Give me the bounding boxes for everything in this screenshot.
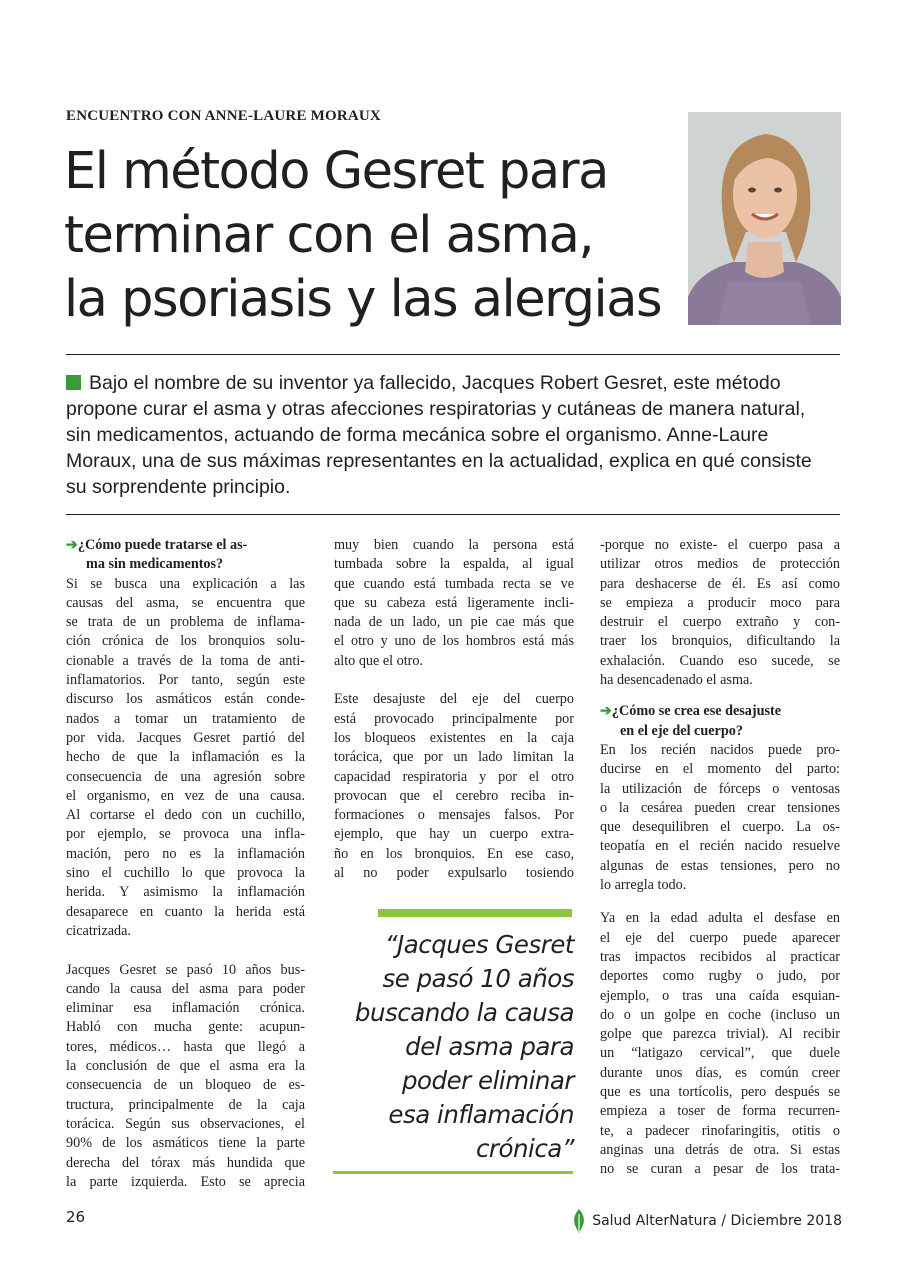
text-line: desaparece en cuanto la herida está [66, 903, 305, 920]
title-line: la psoriasis y las alergias [64, 270, 662, 329]
text-line: Si se busca una explicación a las [66, 575, 305, 592]
text-line: los bloqueos existentes en la caja [334, 729, 574, 746]
divider [66, 514, 840, 515]
kicker: ENCUENTRO CON ANNE-LAURE MORAUX [66, 108, 381, 124]
text-line: no se curan a pesar de los trata- [600, 1161, 840, 1178]
text-line: destruir el cuerpo extraño y con- [600, 614, 840, 631]
text-line: se trata de un problema de inflama- [66, 614, 305, 631]
title-line: El método Gesret para [64, 142, 608, 201]
text-line: para deshacerse de él. Es así como [600, 575, 840, 592]
text-line: Al cortarse el dedo con un cuchillo, [66, 807, 305, 824]
section-heading-line: en el eje del cuerpo? [620, 722, 743, 739]
bullet-square-icon [66, 375, 81, 390]
lead-line: su sorprendente principio. [66, 476, 291, 498]
text-line: la utilización de fórceps o ventosas [600, 780, 840, 797]
column-2 [334, 536, 574, 883]
text-line: hecho de que la inflamación es la [66, 749, 305, 766]
text-line: golpe que parezca trivial). Al recibir [600, 1026, 840, 1043]
text-line: provocan que el cerebro reciba in- [334, 787, 574, 804]
text-line: capacidad respiratoria y por el otro [334, 768, 574, 785]
text-line: lo arregla todo. [600, 877, 687, 894]
text-line: el organismo, en vez de una causa. [66, 787, 305, 804]
text-line: tructura, principalmente de la caja [66, 1096, 305, 1113]
text-line: ejemplo, o tras una caída esquian- [600, 987, 840, 1004]
text-line: que desequilibren el cuerpo. La os- [600, 819, 840, 836]
text-line: tras impactos recibidos al practicar [600, 948, 840, 965]
page-number: 26 [66, 1208, 86, 1226]
text-line: cando la causa del asma para poder [66, 980, 305, 997]
text-line: ción crónica de los bronquios solu- [66, 633, 305, 650]
text-line: Este desajuste del eje del cuerpo [334, 691, 574, 708]
text-line: eliminar esa inflamación crónica. [66, 1000, 305, 1017]
section-heading-line: ma sin medicamentos? [86, 556, 224, 573]
text-line: muy bien cuando la persona está [334, 537, 574, 553]
text-line: tumbada sobre la espalda, al igual [334, 556, 574, 573]
text-line: algunas de estas tensiones, pero no [600, 857, 840, 874]
leaf-logo-icon [572, 1208, 586, 1234]
text-line: mación, pero no es la inflamación [66, 845, 305, 862]
quote-line: buscando la causa [354, 998, 574, 1027]
quote-line: poder eliminar [401, 1066, 574, 1095]
divider [66, 354, 840, 355]
text-line: empieza a toser de forma recurren- [600, 1103, 840, 1120]
text-line: tores, médicos… hasta que llegó a [66, 1038, 305, 1055]
text-line: anginas una detrás de otra. Si estas [600, 1141, 840, 1158]
quote-top-bar [378, 909, 572, 917]
text-line: consecuencia de una agresión sobre [66, 768, 305, 785]
text-line: Ya en la edad adulta el desfase en [600, 910, 840, 927]
text-line: -porque no existe- el cuerpo pasa a [600, 537, 840, 553]
author-photo [688, 112, 841, 325]
text-line: que cuando está tumbada recta se ve [334, 575, 574, 592]
text-line: traer los bronquios, dificultando la [600, 633, 840, 650]
text-line: ha desencadenado el asma. [600, 672, 753, 689]
text-line: 90% de los asmáticos tiene la parte [66, 1135, 305, 1152]
title-line: terminar con el asma, [64, 206, 594, 265]
column-1 [66, 536, 305, 1192]
text-line: discurso los asmáticos están conde- [66, 691, 305, 708]
text-line: se empieza a producir moco para [600, 594, 840, 611]
text-line: ejemplo, que hay un cuerpo extra- [334, 826, 574, 843]
section-heading: ➔¿Cómo se crea ese desajuste [600, 703, 782, 720]
section-heading: ➔¿Cómo puede tratarse el as- [66, 537, 248, 553]
text-line: alto que el otro. [334, 652, 424, 669]
lead-line: Bajo el nombre de su inventor ya fallecido, Jacques Robert Gesret, este método [89, 372, 781, 394]
text-line: ño en los bronquios. En ese caso, [334, 845, 574, 862]
text-line: torácica, que por un lado limitan la [334, 749, 574, 766]
text-line: Jacques Gesret se pasó 10 años bus- [66, 961, 305, 978]
text-line: que es una tortícolis, pero después se [600, 1084, 840, 1101]
magazine-footer [572, 1208, 842, 1234]
quote-line: “Jacques Gesret [384, 930, 574, 959]
text-line: herida. Y asimismo la inflamación [66, 884, 305, 901]
text-line: que su cabeza está ligeramente incli- [334, 594, 574, 611]
lead-line: propone curar el asma y otras afecciones respiratorias y cutáneas de manera natural, [66, 398, 806, 420]
quote-line: esa inflamación [388, 1100, 574, 1129]
lead-paragraph [66, 370, 846, 500]
text-line: nada de un lado, un pie cae más que [334, 614, 574, 631]
quote-line: del asma para [405, 1032, 574, 1061]
text-line: cicatrizada. [66, 922, 131, 939]
text-line: por vida. Jacques Gesret partió del [66, 729, 305, 746]
quote-bottom-bar [333, 1171, 573, 1174]
text-line: consecuencia de un bloqueo de es- [66, 1077, 305, 1094]
text-line: formaciones o mensajes falsos. Por [334, 807, 574, 824]
text-line: o la cesárea pueden crear tensiones [600, 799, 840, 816]
text-line: te, a padecer rinofaringitis, otitis o [600, 1122, 840, 1139]
text-line: exhalación. Cuando eso sucede, se [600, 652, 840, 669]
text-line: deportes como rugby o judo, por [600, 968, 840, 985]
text-line: ducirse en el momento del parto: [600, 761, 840, 778]
text-line: En los recién nacidos puede pro- [600, 741, 840, 758]
text-line: Habló con mucha gente: acupun- [66, 1019, 305, 1036]
text-line: utilizar otros medios de protección [600, 556, 840, 573]
text-line: causas del asma, se encuentra que [66, 594, 305, 611]
text-line: un “latigazo cervical”, que duele [600, 1045, 840, 1062]
text-line: derecha del tórax más hundida que [66, 1154, 305, 1171]
arrow-right-icon: ➔ [66, 537, 78, 553]
lead-line: Moraux, una de sus máximas representantes en la actualidad, explica en qué consiste [66, 450, 812, 472]
text-line: la parte izquierda. Esto se aprecia [66, 1173, 305, 1190]
article-title [64, 140, 684, 332]
text-line: está provocado principalmente por [334, 710, 574, 727]
text-line: por ejemplo, se provoca una infla- [66, 826, 305, 843]
text-line: cionable a través de la toma de anti- [66, 652, 305, 669]
text-line: do o un golpe en coche (incluso un [600, 1006, 840, 1023]
footer-text: Salud AlterNatura / Diciembre 2018 [592, 1213, 842, 1229]
text-line: la conclusión de que el asma era la [66, 1058, 305, 1075]
column-3 [600, 536, 840, 1180]
text-line: inflamatorios. Por tanto, según este [66, 672, 305, 689]
text-line: nados a tomar un tratamiento de [66, 710, 305, 727]
text-line: al no poder expulsarlo tosiendo [334, 865, 574, 882]
text-line: sino el cuchillo lo que provoca la [66, 865, 305, 882]
arrow-right-icon: ➔ [600, 703, 612, 720]
lead-line: sin medicamentos, actuando de forma mecánica sobre el organismo. Anne-Laure [66, 424, 769, 446]
text-line: teopatía en el recién nacido resuelve [600, 838, 840, 855]
text-line: el eje del cuerpo puede aparecer [600, 929, 840, 946]
text-line: durante unos días, es común creer [600, 1064, 840, 1081]
quote-line: se pasó 10 años [382, 964, 574, 993]
text-line: el otro y uno de los hombros está más [334, 633, 574, 650]
text-line: torácica. Según sus observaciones, el [66, 1115, 305, 1132]
pull-quote [330, 928, 574, 1166]
quote-line: crónica” [475, 1134, 574, 1163]
